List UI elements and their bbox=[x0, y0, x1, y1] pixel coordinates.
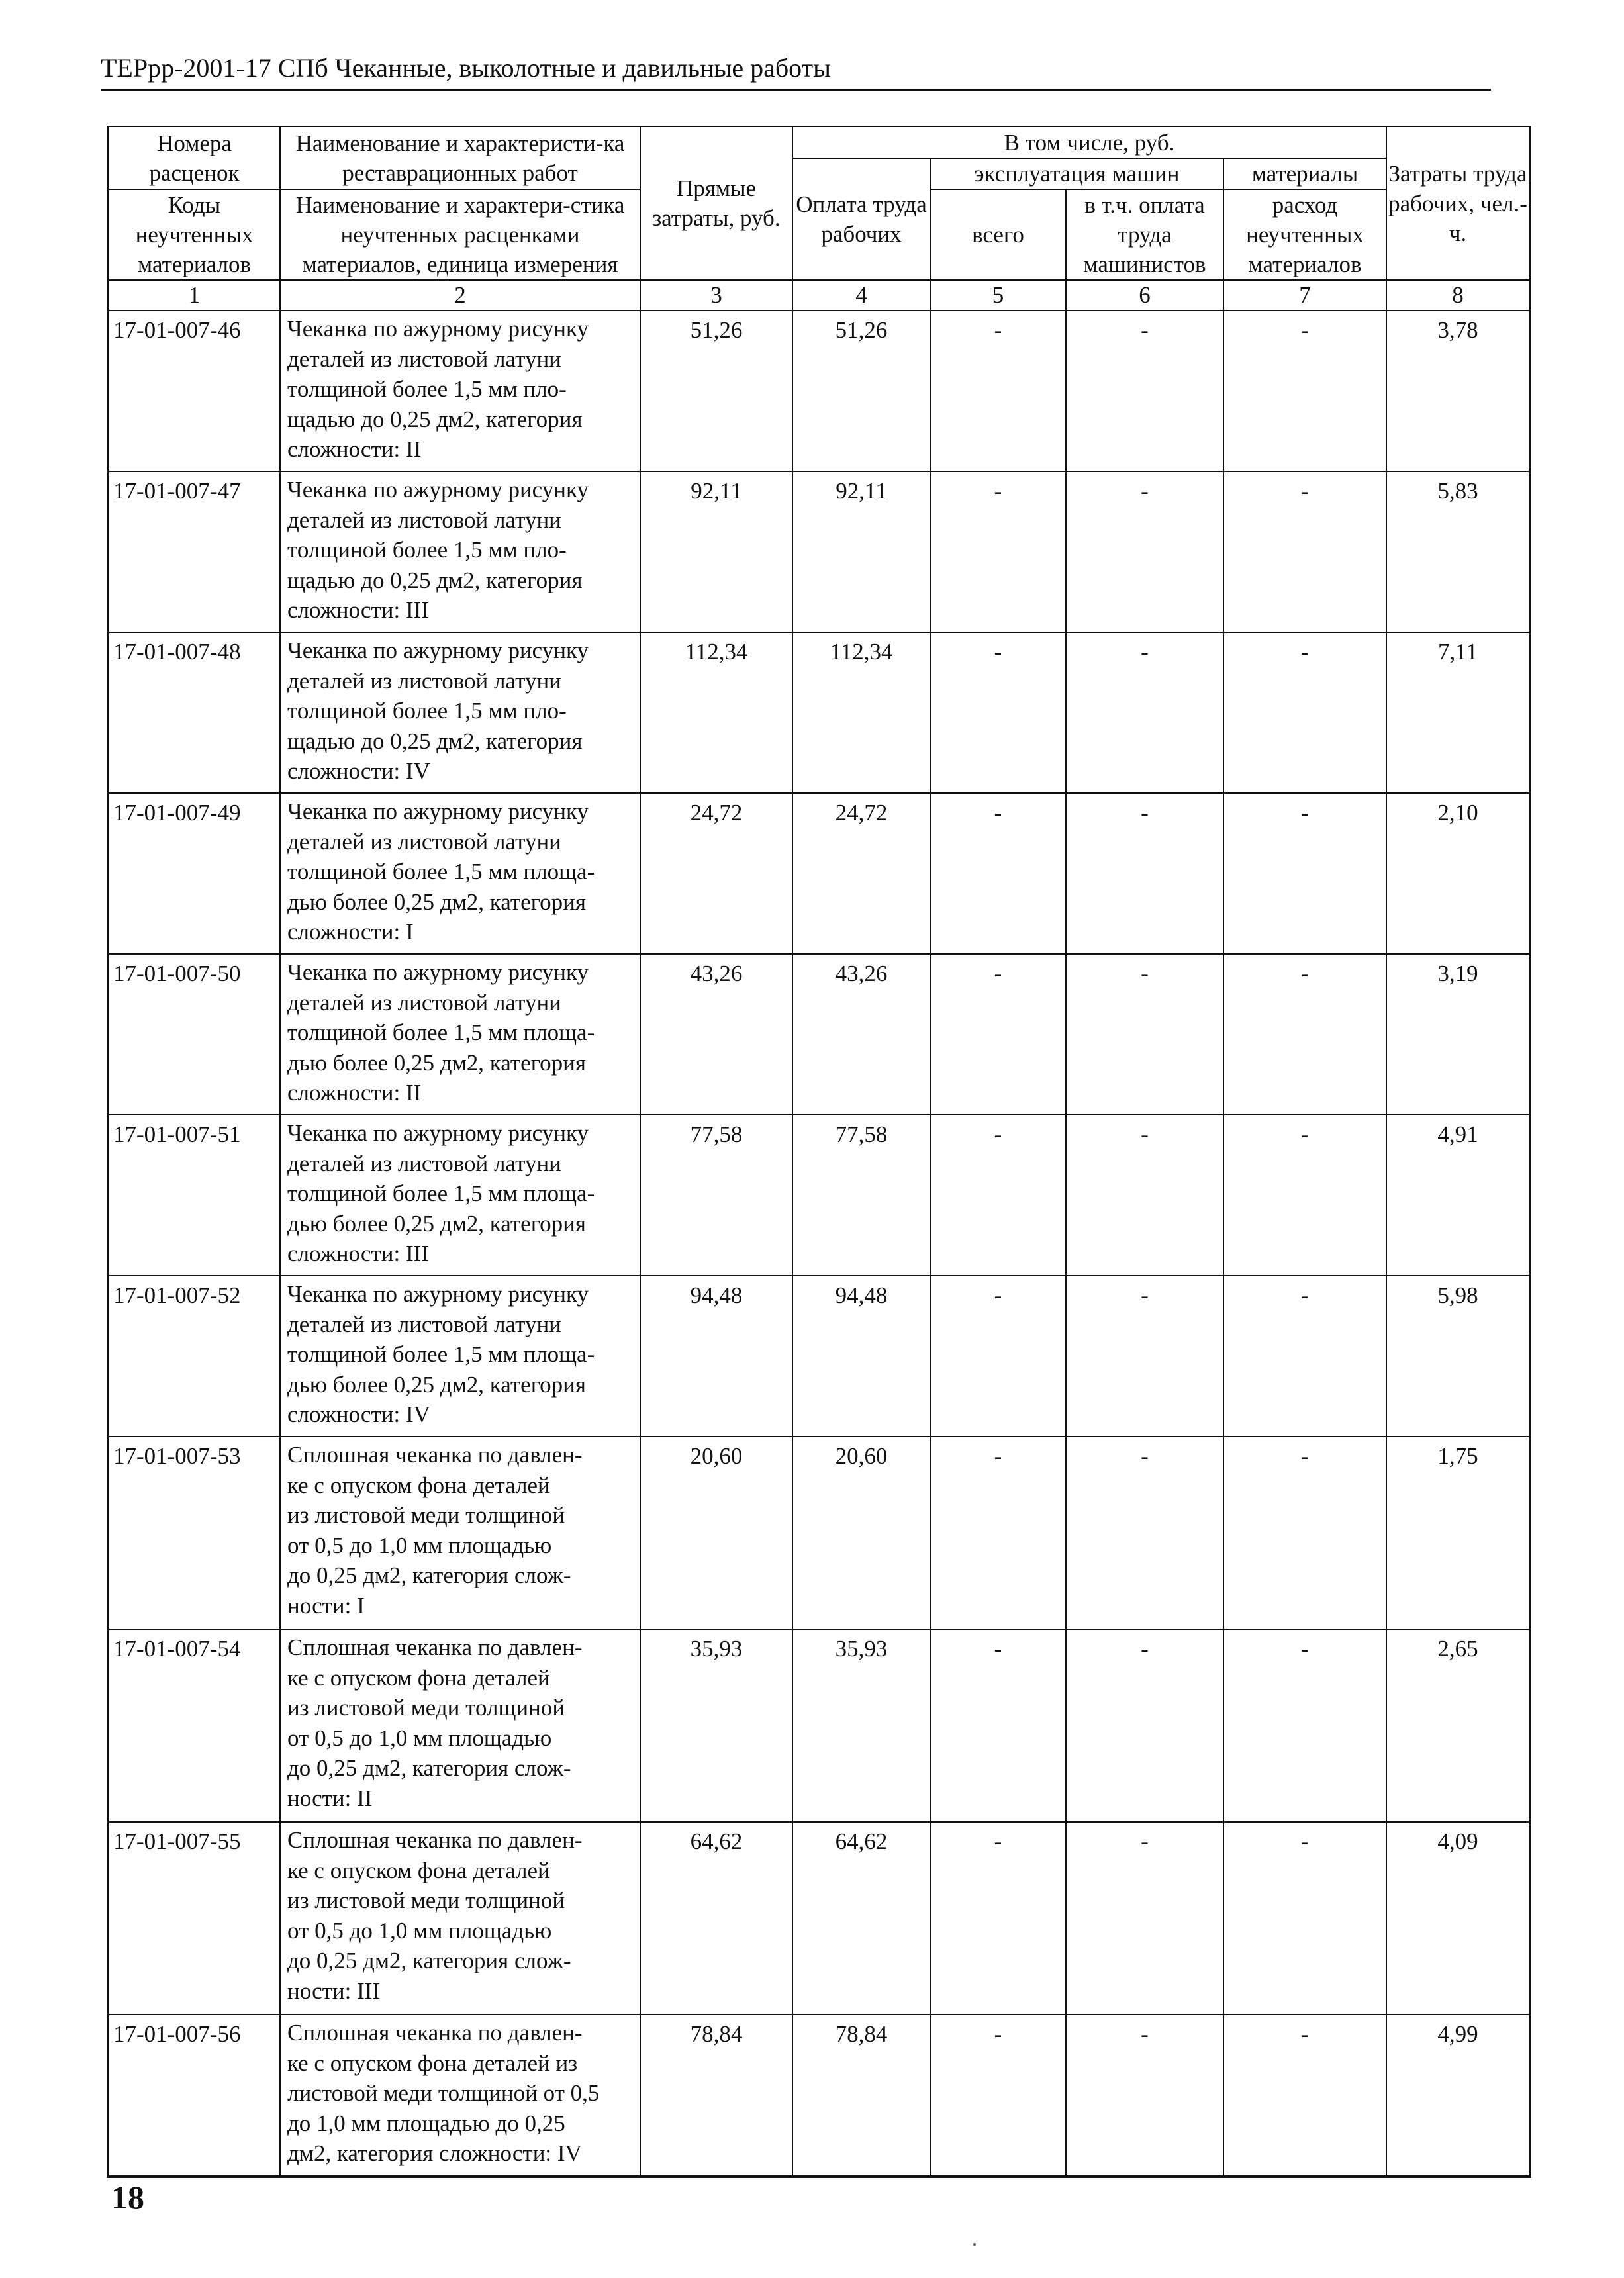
direct-costs: 112,34 bbox=[640, 632, 792, 793]
table-row bbox=[108, 1629, 1530, 1822]
page-header-title: ТЕРрр-2001-17 СПб Чеканные, выколотные и давильные работы bbox=[101, 53, 832, 83]
page-number: 18 bbox=[111, 2179, 144, 2216]
labor-hours: 3,78 bbox=[1386, 310, 1530, 471]
unaccounted-materials: - bbox=[1223, 954, 1386, 1115]
direct-costs: 43,26 bbox=[640, 954, 792, 1115]
table-header bbox=[108, 126, 1530, 310]
rate-code: 17-01-007-52 bbox=[108, 1276, 280, 1437]
machinist-pay: - bbox=[1066, 310, 1223, 471]
column-number: 4 bbox=[792, 280, 930, 310]
unaccounted-materials: - bbox=[1223, 632, 1386, 793]
header-labor-hours: Затраты труда рабочих, чел.-ч. bbox=[1386, 126, 1530, 280]
work-description: Сплошная чеканка по давлен- ке с опуском фона деталей из листовой меди толщиной от 0,5 до 1,0 мм площадью до 0,25 дм2, категория слож- ности: II bbox=[280, 1629, 640, 1822]
unaccounted-materials: - bbox=[1223, 1276, 1386, 1437]
machinist-pay: - bbox=[1066, 632, 1223, 793]
column-number: 1 bbox=[108, 280, 280, 310]
machinist-pay: - bbox=[1066, 2015, 1223, 2177]
direct-costs: 94,48 bbox=[640, 1276, 792, 1437]
header-divider bbox=[101, 89, 1491, 91]
header-material-name: Наименование и характери-стика неучтенных расценками материалов, единица измерения bbox=[280, 189, 640, 280]
machinist-pay: - bbox=[1066, 1115, 1223, 1276]
worker-pay: 78,84 bbox=[792, 2015, 930, 2177]
table-row bbox=[108, 1437, 1530, 1629]
rate-code: 17-01-007-48 bbox=[108, 632, 280, 793]
machinist-pay: - bbox=[1066, 1437, 1223, 1629]
labor-hours: 2,65 bbox=[1386, 1629, 1530, 1822]
header-material-codes: Коды неучтенных материалов bbox=[108, 189, 280, 280]
rate-code: 17-01-007-56 bbox=[108, 2015, 280, 2177]
rates-table bbox=[107, 126, 1531, 2178]
machine-total: - bbox=[930, 1629, 1066, 1822]
header-machine-total: всего bbox=[930, 189, 1066, 280]
unaccounted-materials: - bbox=[1223, 310, 1386, 471]
header-unaccounted-materials: расход неучтенных материалов bbox=[1223, 189, 1386, 280]
labor-hours: 4,09 bbox=[1386, 1822, 1530, 2015]
machinist-pay: - bbox=[1066, 471, 1223, 632]
header-machine-operation: эксплуатация машин bbox=[930, 158, 1223, 189]
labor-hours: 5,98 bbox=[1386, 1276, 1530, 1437]
unaccounted-materials: - bbox=[1223, 1629, 1386, 1822]
column-number: 6 bbox=[1066, 280, 1223, 310]
work-description: Сплошная чеканка по давлен- ке с опуском фона деталей из листовой меди толщиной от 0,5 до 1,0 мм площадью до 0,25 дм2, категория сложности: IV bbox=[280, 2015, 640, 2177]
work-description: Чеканка по ажурному рисунку деталей из листовой латуни толщиной более 1,5 мм площа- дью более 0,25 дм2, категория сложности: II bbox=[280, 954, 640, 1115]
rate-code: 17-01-007-46 bbox=[108, 310, 280, 471]
table-row bbox=[108, 954, 1530, 1115]
labor-hours: 3,19 bbox=[1386, 954, 1530, 1115]
table-body bbox=[108, 310, 1530, 2177]
work-description: Чеканка по ажурному рисунку деталей из листовой латуни толщиной более 1,5 мм пло- щадью до 0,25 дм2, категория сложности: III bbox=[280, 471, 640, 632]
header-rate-numbers: Номера расценок bbox=[108, 126, 280, 189]
work-description: Чеканка по ажурному рисунку деталей из листовой латуни толщиной более 1,5 мм пло- щадью до 0,25 дм2, категория сложности: II bbox=[280, 310, 640, 471]
machinist-pay: - bbox=[1066, 1822, 1223, 2015]
machinist-pay: - bbox=[1066, 1276, 1223, 1437]
unaccounted-materials: - bbox=[1223, 1115, 1386, 1276]
work-description: Сплошная чеканка по давлен- ке с опуском фона деталей из листовой меди толщиной от 0,5 до 1,0 мм площадью до 0,25 дм2, категория слож- ности: III bbox=[280, 1822, 640, 2015]
scan-speck bbox=[973, 2243, 976, 2246]
work-description: Сплошная чеканка по давлен- ке с опуском фона деталей из листовой меди толщиной от 0,5 до 1,0 мм площадью до 0,25 дм2, категория слож- ности: I bbox=[280, 1437, 640, 1629]
header-direct-costs: Прямые затраты, руб. bbox=[640, 126, 792, 280]
rate-code: 17-01-007-47 bbox=[108, 471, 280, 632]
column-number: 8 bbox=[1386, 280, 1530, 310]
table-row bbox=[108, 2015, 1530, 2177]
machinist-pay: - bbox=[1066, 954, 1223, 1115]
labor-hours: 4,99 bbox=[1386, 2015, 1530, 2177]
machine-total: - bbox=[930, 793, 1066, 954]
unaccounted-materials: - bbox=[1223, 1822, 1386, 2015]
machine-total: - bbox=[930, 1822, 1066, 2015]
table-row bbox=[108, 1115, 1530, 1276]
rate-code: 17-01-007-53 bbox=[108, 1437, 280, 1629]
machine-total: - bbox=[930, 471, 1066, 632]
table-row bbox=[108, 793, 1530, 954]
column-number: 3 bbox=[640, 280, 792, 310]
column-number: 2 bbox=[280, 280, 640, 310]
machinist-pay: - bbox=[1066, 1629, 1223, 1822]
table-row bbox=[108, 1822, 1530, 2015]
direct-costs: 51,26 bbox=[640, 310, 792, 471]
direct-costs: 35,93 bbox=[640, 1629, 792, 1822]
work-description: Чеканка по ажурному рисунку деталей из листовой латуни толщиной более 1,5 мм площа- дью более 0,25 дм2, категория сложности: III bbox=[280, 1115, 640, 1276]
direct-costs: 77,58 bbox=[640, 1115, 792, 1276]
worker-pay: 92,11 bbox=[792, 471, 930, 632]
machine-total: - bbox=[930, 1437, 1066, 1629]
worker-pay: 35,93 bbox=[792, 1629, 930, 1822]
machine-total: - bbox=[930, 2015, 1066, 2177]
labor-hours: 2,10 bbox=[1386, 793, 1530, 954]
rate-code: 17-01-007-54 bbox=[108, 1629, 280, 1822]
direct-costs: 24,72 bbox=[640, 793, 792, 954]
header-machinist-pay: в т.ч. оплата труда машинистов bbox=[1066, 189, 1223, 280]
labor-hours: 4,91 bbox=[1386, 1115, 1530, 1276]
work-description: Чеканка по ажурному рисунку деталей из листовой латуни толщиной более 1,5 мм площа- дью более 0,25 дм2, категория сложности: IV bbox=[280, 1276, 640, 1437]
machine-total: - bbox=[930, 1276, 1066, 1437]
worker-pay: 64,62 bbox=[792, 1822, 930, 2015]
worker-pay: 24,72 bbox=[792, 793, 930, 954]
worker-pay: 77,58 bbox=[792, 1115, 930, 1276]
header-including: В том числе, руб. bbox=[792, 126, 1386, 158]
machine-total: - bbox=[930, 1115, 1066, 1276]
unaccounted-materials: - bbox=[1223, 793, 1386, 954]
machinist-pay: - bbox=[1066, 793, 1223, 954]
table-row bbox=[108, 632, 1530, 793]
rate-code: 17-01-007-50 bbox=[108, 954, 280, 1115]
header-worker-pay: Оплата труда рабочих bbox=[792, 158, 930, 280]
direct-costs: 20,60 bbox=[640, 1437, 792, 1629]
unaccounted-materials: - bbox=[1223, 471, 1386, 632]
rate-code: 17-01-007-51 bbox=[108, 1115, 280, 1276]
column-number: 5 bbox=[930, 280, 1066, 310]
column-numbers-row bbox=[108, 280, 1530, 310]
unaccounted-materials: - bbox=[1223, 1437, 1386, 1629]
direct-costs: 64,62 bbox=[640, 1822, 792, 2015]
rate-code: 17-01-007-49 bbox=[108, 793, 280, 954]
machine-total: - bbox=[930, 954, 1066, 1115]
table-row bbox=[108, 1276, 1530, 1437]
worker-pay: 51,26 bbox=[792, 310, 930, 471]
header-work-name: Наименование и характеристи-ка реставрационных работ bbox=[280, 126, 640, 189]
unaccounted-materials: - bbox=[1223, 2015, 1386, 2177]
work-description: Чеканка по ажурному рисунку деталей из листовой латуни толщиной более 1,5 мм площа- дью более 0,25 дм2, категория сложности: I bbox=[280, 793, 640, 954]
direct-costs: 78,84 bbox=[640, 2015, 792, 2177]
labor-hours: 1,75 bbox=[1386, 1437, 1530, 1629]
machine-total: - bbox=[930, 310, 1066, 471]
labor-hours: 5,83 bbox=[1386, 471, 1530, 632]
worker-pay: 94,48 bbox=[792, 1276, 930, 1437]
worker-pay: 43,26 bbox=[792, 954, 930, 1115]
table-row bbox=[108, 310, 1530, 471]
column-number: 7 bbox=[1223, 280, 1386, 310]
direct-costs: 92,11 bbox=[640, 471, 792, 632]
machine-total: - bbox=[930, 632, 1066, 793]
worker-pay: 20,60 bbox=[792, 1437, 930, 1629]
work-description: Чеканка по ажурному рисунку деталей из листовой латуни толщиной более 1,5 мм пло- щадью до 0,25 дм2, категория сложности: IV bbox=[280, 632, 640, 793]
rate-code: 17-01-007-55 bbox=[108, 1822, 280, 2015]
labor-hours: 7,11 bbox=[1386, 632, 1530, 793]
table-row bbox=[108, 471, 1530, 632]
worker-pay: 112,34 bbox=[792, 632, 930, 793]
header-materials: материалы bbox=[1223, 158, 1386, 189]
